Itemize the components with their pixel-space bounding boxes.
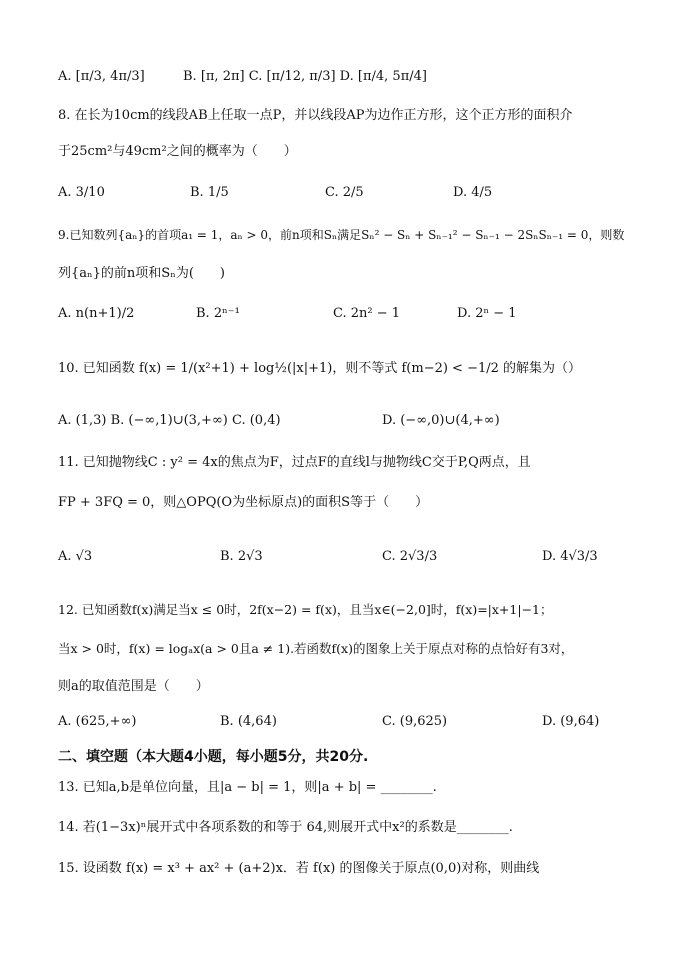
q12-stem-line-3: 则a的取值范围是（ ） <box>58 679 209 694</box>
q9-option-d: D. 2ⁿ − 1 <box>457 306 517 321</box>
q8-option-c: C. 2/5 <box>325 185 364 200</box>
q9-option-c: C. 2n² − 1 <box>333 306 401 321</box>
section-2-heading: 二、填空题（本大题4小题，每小题5分，共20分. <box>58 749 369 765</box>
q12-stem-line-1: 12. 已知函数f(x)满足当x ≤ 0时，2f(x−2) = f(x)，且当x∈(−2,0]时，f(x)=|x+1|−1； <box>58 602 553 617</box>
q12-option-b: B. (4,64) <box>220 714 277 729</box>
q11-option-c: C. 2√3/3 <box>382 549 438 564</box>
q8-stem-line-2: 于25cm²与49cm²之间的概率为（ ） <box>58 144 297 159</box>
q11-stem-line-2: FP + 3FQ = 0，则△OPQ(O为坐标原点)的面积S等于（ ） <box>58 495 429 510</box>
q15-stem: 15. 设函数 f(x) = x³ + ax² + (a+2)x．若 f(x) 的图像关于原点(0,0)对称，则曲线 <box>58 861 540 876</box>
q12-option-a: A. (625,+∞) <box>58 714 137 729</box>
q10-stem: 10. 已知函数 f(x) = 1/(x²+1) + log½(|x|+1)，则不等式 f(m−2) < −1/2 的解集为（） <box>58 361 582 376</box>
q11-option-b: B. 2√3 <box>220 549 263 564</box>
q12-option-c: C. (9,625) <box>382 714 448 729</box>
q8-option-d: D. 4/5 <box>453 185 493 200</box>
q11-option-d: D. 4√3/3 <box>542 549 598 564</box>
q8-option-b: B. 1/5 <box>190 185 229 200</box>
q13-stem: 13. 已知a,b是单位向量，且|a − b| = 1，则|a + b| = ________. <box>58 780 437 795</box>
q10-option-abc: A. (1,3) B. (−∞,1)∪(3,+∞) C. (0,4) <box>58 413 281 428</box>
q11-option-a: A. √3 <box>58 549 93 564</box>
q9-stem-line-2: 列{aₙ}的前n项和Sₙ为( ) <box>58 266 225 281</box>
q9-option-a: A. n(n+1)/2 <box>58 306 135 321</box>
q7-option-a: A. [π/3, 4π/3] <box>58 69 145 84</box>
q12-stem-line-2: 当x > 0时，f(x) = logₐx(a > 0且a ≠ 1).若函数f(x)的图象上关于原点对称的点恰好有3对， <box>58 641 574 656</box>
q14-stem: 14. 若(1−3x)ⁿ展开式中各项系数的和等于 64,则展开式中x²的系数是________. <box>58 820 513 835</box>
q8-stem-line-1: 8. 在长为10cm的线段AB上任取一点P，并以线段AP为边作正方形，这个正方形的面积介 <box>58 108 573 123</box>
q9-stem-line-1: 9.已知数列{aₙ}的首项a₁ = 1，aₙ > 0，前n项和Sₙ满足Sₙ² − Sₙ + Sₙ₋₁² − Sₙ₋₁ − 2SₙSₙ₋₁ = 0，则数 <box>58 228 625 242</box>
q9-option-b: B. 2ⁿ⁻¹ <box>196 306 240 321</box>
q8-option-a: A. 3/10 <box>58 185 105 200</box>
q11-stem-line-1: 11. 已知抛物线C : y² = 4x的焦点为F，过点F的直线l与抛物线C交于P,Q两点，且 <box>58 455 531 470</box>
q10-option-d: D. (−∞,0)∪(4,+∞) <box>382 413 500 428</box>
q7-option-bcd: B. [π, 2π] C. [π/12, π/3] D. [π/4, 5π/4] <box>183 69 427 84</box>
q12-option-d: D. (9,64) <box>542 714 600 729</box>
